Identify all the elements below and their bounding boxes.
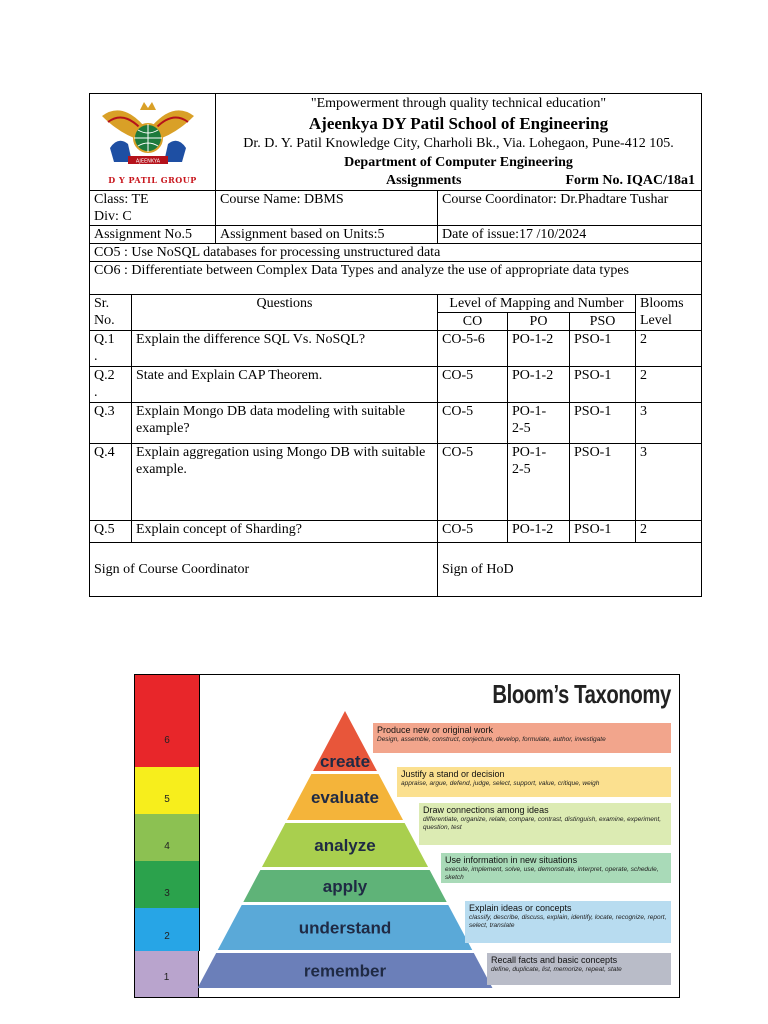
table-row — [90, 444, 702, 521]
pyramid-label-analyze: analyze — [314, 836, 376, 855]
blooms-title: Bloom’s Taxonomy — [492, 679, 671, 709]
co5-statement: CO5 : Use NoSQL databases for processing unstructured data — [90, 244, 702, 262]
description-understand — [465, 901, 671, 943]
assignments-label: Assignments — [386, 173, 462, 188]
row-blooms: 3 — [636, 444, 702, 521]
logo-cell — [90, 94, 216, 191]
assignment-based-on: Assignment based on Units:5 — [216, 226, 438, 244]
row-po: PO-1-2 — [508, 521, 570, 543]
row-po: PO-1- 2-5 — [508, 403, 570, 444]
college-logo-icon — [92, 96, 204, 180]
description-analyze — [419, 803, 671, 845]
row-po: PO-1- 2-5 — [508, 444, 570, 521]
row-sr: Q.4 — [90, 444, 132, 521]
row-co: CO-5 — [438, 521, 508, 543]
description-heading: Recall facts and basic concepts — [491, 955, 618, 965]
row-blooms: 2 — [636, 521, 702, 543]
pyramid-label-create: create — [319, 752, 371, 771]
pyramid-label-understand: understand — [298, 918, 392, 938]
description-verbs: execute, implement, solve, use, demonstrate, interpret, operate, schedule, sketch — [445, 866, 659, 881]
pyramid-label-remember: remember — [303, 961, 387, 981]
col-questions: Questions — [132, 295, 438, 331]
level-2-block: 2 — [135, 908, 200, 951]
row-sr: Q.1 . — [90, 331, 132, 367]
row-question: Explain Mongo DB data modeling with suitable example? — [132, 403, 438, 444]
description-remember — [487, 953, 671, 985]
sign-course-coordinator: Sign of Course Coordinator — [90, 543, 438, 597]
row-blooms: 2 — [636, 367, 702, 403]
course-coordinator: Course Coordinator: Dr.Phadtare Tushar — [438, 191, 702, 226]
col-sr-no: Sr. No. — [90, 295, 132, 331]
header-text-cell — [216, 94, 702, 191]
course-name: Course Name: DBMS — [216, 191, 438, 226]
motto: "Empowerment through quality technical education" — [310, 96, 607, 111]
sign-hod: Sign of HoD — [438, 543, 702, 597]
row-sr: Q.3 — [90, 403, 132, 444]
description-heading: Justify a stand or decision — [401, 769, 505, 779]
assignments-line — [216, 172, 701, 190]
description-verbs: appraise, argue, defend, judge, select, support, value, critique, weigh — [401, 780, 600, 787]
row-co: CO-5 — [438, 367, 508, 403]
level-3-block: 3 — [135, 861, 200, 908]
row-po: PO-1-2 — [508, 331, 570, 367]
assignment-document — [89, 93, 701, 597]
description-verbs: define, duplicate, list, memorize, repeat, state — [491, 966, 622, 973]
description-verbs: differentiate, organize, relate, compare, contrast, distinguish, examine, experiment, question, test — [423, 816, 662, 831]
row-pso: PSO-1 — [570, 367, 636, 403]
row-question: Explain aggregation using Mongo DB with suitable example. — [132, 444, 438, 521]
level-6-block: 6 — [135, 675, 200, 767]
table-row — [90, 521, 702, 543]
col-pso: PSO — [570, 313, 636, 331]
assignment-number: Assignment No.5 — [90, 226, 216, 244]
department: Department of Computer Engineering — [344, 155, 573, 170]
logo-ribbon-text: AJEENKYA — [135, 158, 161, 165]
level-4-block: 4 — [135, 814, 200, 861]
row-sr: Q.2 . — [90, 367, 132, 403]
row-question: State and Explain CAP Theorem. — [132, 367, 438, 403]
col-co: CO — [438, 313, 508, 331]
row-sr: Q.5 — [90, 521, 132, 543]
description-create — [373, 723, 671, 753]
row-blooms: 3 — [636, 403, 702, 444]
co6-statement: CO6 : Differentiate between Complex Data Types and analyze the use of appropriate data types — [90, 262, 702, 295]
col-po: PO — [508, 313, 570, 331]
row-question: Explain concept of Sharding? — [132, 521, 438, 543]
description-heading: Explain ideas or concepts — [469, 903, 572, 913]
description-apply — [441, 853, 671, 883]
row-pso: PSO-1 — [570, 331, 636, 367]
class-label: Class: TE — [94, 192, 149, 207]
row-co: CO-5-6 — [438, 331, 508, 367]
logo-text: D Y PATIL GROUP — [108, 175, 197, 185]
col-mapping: Level of Mapping and Number — [438, 295, 636, 313]
row-po: PO-1-2 — [508, 367, 570, 403]
pyramid-label-apply: apply — [322, 877, 368, 896]
col-blooms: Blooms Level — [636, 295, 702, 331]
date-of-issue: Date of issue:17 /10/2024 — [438, 226, 702, 244]
blooms-taxonomy-figure — [134, 674, 680, 998]
row-pso: PSO-1 — [570, 444, 636, 521]
table-row — [90, 331, 702, 367]
address: Dr. D. Y. Patil Knowledge City, Charholi Bk., Via. Lohegaon, Pune-412 105. — [243, 136, 674, 151]
questions-table — [89, 295, 702, 597]
form-number: Form No. IQAC/18a1 — [565, 173, 695, 188]
row-co: CO-5 — [438, 403, 508, 444]
row-question: Explain the difference SQL Vs. NoSQL? — [132, 331, 438, 367]
row-pso: PSO-1 — [570, 521, 636, 543]
row-blooms: 2 — [636, 331, 702, 367]
school-name: Ajeenkya DY Patil School of Engineering — [308, 114, 609, 133]
description-heading: Produce new or original work — [377, 725, 494, 735]
class-div-cell — [90, 191, 216, 226]
level-5-block: 5 — [135, 767, 200, 814]
row-pso: PSO-1 — [570, 403, 636, 444]
description-evaluate — [397, 767, 671, 797]
description-heading: Use information in new situations — [445, 855, 578, 865]
table-row — [90, 367, 702, 403]
description-verbs: classify, describe, discuss, explain, identify, locate, recognize, report, select, translate — [469, 914, 667, 929]
div-label: Div: C — [94, 209, 132, 224]
description-heading: Draw connections among ideas — [423, 805, 549, 815]
pyramid-label-evaluate: evaluate — [310, 788, 380, 807]
header-table — [89, 93, 702, 295]
table-row — [90, 403, 702, 444]
description-verbs: Design, assemble, construct, conjecture, develop, formulate, author, investigate — [377, 736, 606, 743]
level-1-block: 1 — [135, 951, 199, 997]
row-co: CO-5 — [438, 444, 508, 521]
